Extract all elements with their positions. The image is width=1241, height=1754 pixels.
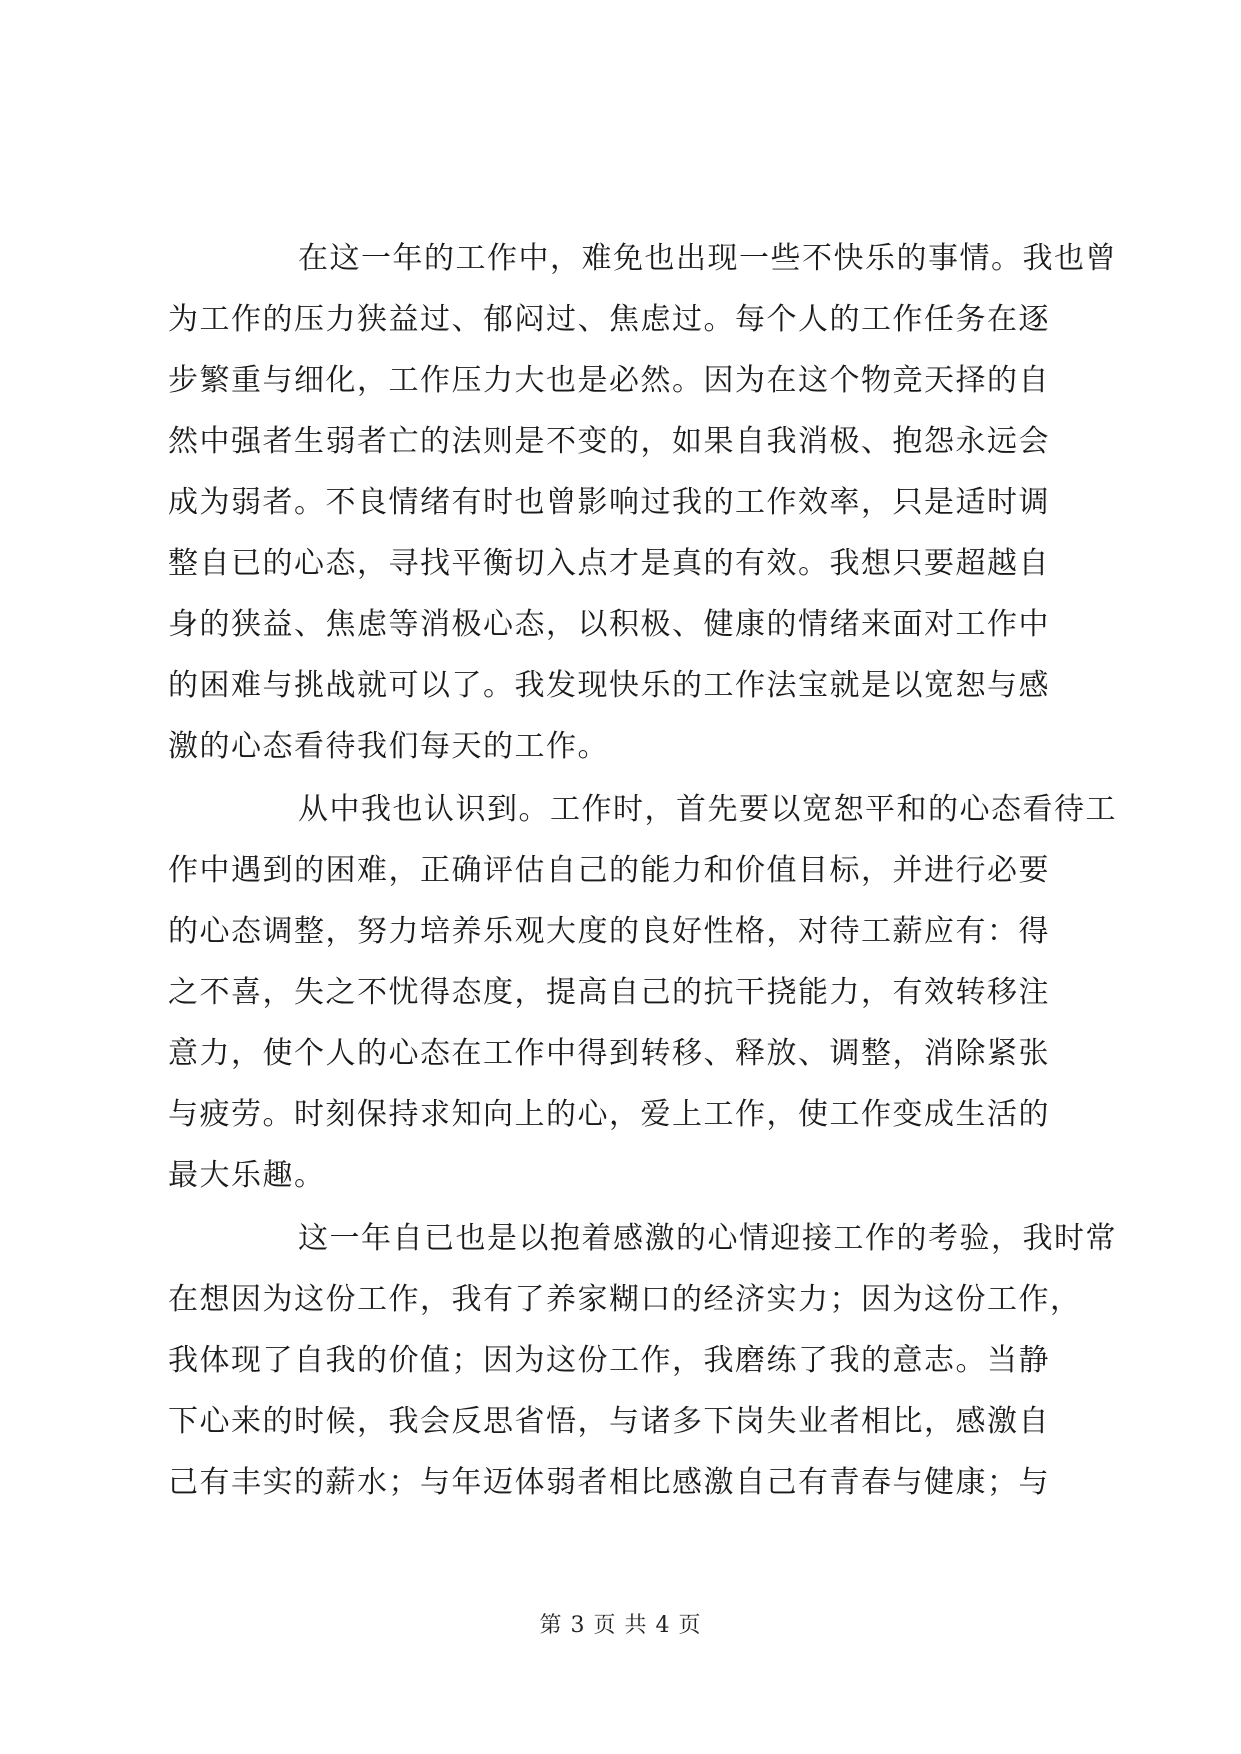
text-line: 之不喜，失之不忧得态度，提高自己的抗干挠能力，有效转移注	[168, 975, 1050, 1010]
paragraph-3	[168, 1208, 1117, 1513]
text-line: 作中遇到的困难，正确评估自己的能力和价值目标，并进行必要	[168, 853, 1050, 888]
paragraph-1	[168, 228, 1117, 777]
text-line: 这一年自已也是以抱着感激的心情迎接工作的考验，我时常	[298, 1221, 1117, 1256]
text-line: 成为弱者。不良情绪有时也曾影响过我的工作效率，只是适时调	[168, 485, 1050, 520]
text-line: 在这一年的工作中，难免也出现一些不快乐的事情。我也曾	[298, 241, 1117, 276]
text-line: 身的狭益、焦虑等消极心态，以积极、健康的情绪来面对工作中	[168, 607, 1050, 642]
text-line: 的困难与挑战就可以了。我发现快乐的工作法宝就是以宽恕与感	[168, 668, 1050, 703]
text-line: 的心态调整，努力培养乐观大度的良好性格，对待工薪应有：得	[168, 914, 1050, 949]
text-line: 与疲劳。时刻保持求知向上的心，爱上工作，使工作变成生活的	[168, 1097, 1050, 1132]
text-line: 下心来的时候，我会反思省悟，与诸多下岗失业者相比，感激自	[168, 1404, 1050, 1439]
text-line: 从中我也认识到。工作时，首先要以宽恕平和的心态看待工	[298, 792, 1117, 827]
document-body	[168, 228, 1117, 1515]
paragraph-2	[168, 779, 1117, 1206]
text-line: 我体现了自我的价值；因为这份工作，我磨练了我的意志。当静	[168, 1343, 1050, 1378]
text-line: 为工作的压力狭益过、郁闷过、焦虑过。每个人的工作任务在逐	[168, 302, 1050, 337]
page-number-footer: 第 3 页 共 4 页	[539, 1613, 702, 1638]
text-line: 步繁重与细化，工作压力大也是必然。因为在这个物竞天择的自	[168, 363, 1050, 398]
text-line: 最大乐趣。	[168, 1158, 326, 1193]
text-line: 整自已的心态，寻找平衡切入点才是真的有效。我想只要超越自	[168, 546, 1050, 581]
text-line: 然中强者生弱者亡的法则是不变的，如果自我消极、抱怨永远会	[168, 424, 1050, 459]
text-line: 意力，使个人的心态在工作中得到转移、释放、调整，消除紧张	[168, 1036, 1050, 1071]
text-line: 己有丰实的薪水；与年迈体弱者相比感激自己有青春与健康；与	[168, 1465, 1050, 1500]
text-line: 在想因为这份工作，我有了养家糊口的经济实力；因为这份工作，	[168, 1282, 1082, 1317]
text-line: 激的心态看待我们每天的工作。	[168, 729, 609, 764]
